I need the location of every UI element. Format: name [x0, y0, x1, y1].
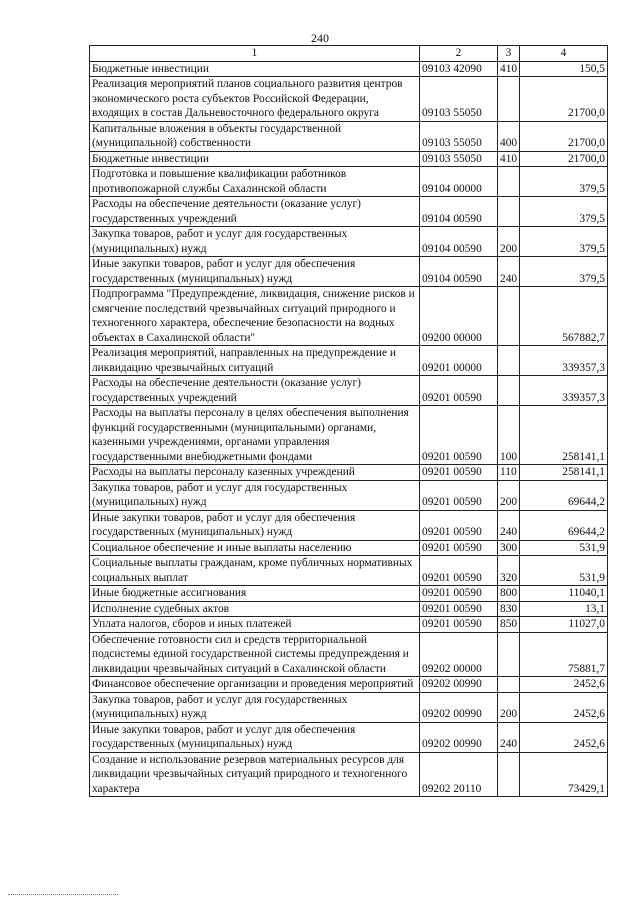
row-sum-cell: 379,5 — [520, 257, 608, 287]
row-name-cell: Обеспечение готовности сил и средств территориальной подсистемы единой государственной системы предупреждения и ликвидации чрезвычайных ситуаций в Сахалинской области — [90, 632, 420, 677]
row-name-cell: Расходы на обеспечение деятельности (оказание услуг) государственных учреждений — [90, 197, 420, 227]
row-type-cell: 200 — [498, 692, 520, 722]
row-sum-cell: 531,9 — [520, 556, 608, 586]
table-row — [90, 167, 608, 197]
table-row — [90, 227, 608, 257]
row-type-cell: 300 — [498, 540, 520, 556]
row-type-cell — [498, 197, 520, 227]
row-code-cell: 09103 55050 — [420, 151, 498, 167]
row-name-cell: Подготовка и повышение квалификации работников противопожарной службы Сахалинской области — [90, 167, 420, 197]
row-sum-cell: 531,9 — [520, 540, 608, 556]
row-code-cell: 09202 00990 — [420, 722, 498, 752]
row-type-cell: 240 — [498, 722, 520, 752]
row-name-cell: Капитальные вложения в объекты государственной (муниципальной) собственности — [90, 121, 420, 151]
row-sum-cell: 21700,0 — [520, 77, 608, 122]
table-row — [90, 586, 608, 602]
row-type-cell — [498, 346, 520, 376]
row-code-cell: 09201 00590 — [420, 556, 498, 586]
row-name-cell: Уплата налогов, сборов и иных платежей — [90, 617, 420, 633]
row-type-cell: 100 — [498, 406, 520, 465]
row-name-cell: Бюджетные инвестиции — [90, 61, 420, 77]
row-code-cell: 09202 00990 — [420, 677, 498, 693]
row-type-cell: 110 — [498, 465, 520, 481]
row-sum-cell: 11027,0 — [520, 617, 608, 633]
table-row — [90, 752, 608, 797]
row-code-cell: 09104 00590 — [420, 227, 498, 257]
row-code-cell: 09201 00590 — [420, 540, 498, 556]
row-sum-cell: 379,5 — [520, 167, 608, 197]
row-type-cell: 200 — [498, 227, 520, 257]
budget-table-body — [90, 46, 608, 797]
row-code-cell: 09104 00000 — [420, 167, 498, 197]
table-row — [90, 346, 608, 376]
row-type-cell: 240 — [498, 257, 520, 287]
row-name-cell: Иные закупки товаров, работ и услуг для обеспечения государственных (муниципальных) нужд — [90, 722, 420, 752]
row-code-cell: 09201 00590 — [420, 601, 498, 617]
row-sum-cell: 339357,3 — [520, 346, 608, 376]
table-row — [90, 692, 608, 722]
row-name-cell: Закупка товаров, работ и услуг для государственных (муниципальных) нужд — [90, 692, 420, 722]
table-row — [90, 77, 608, 122]
row-type-cell — [498, 77, 520, 122]
row-sum-cell: 379,5 — [520, 197, 608, 227]
row-sum-cell: 13,1 — [520, 601, 608, 617]
row-name-cell: Иные бюджетные ассигнования — [90, 586, 420, 602]
row-sum-cell: 2452,6 — [520, 692, 608, 722]
table-row — [90, 197, 608, 227]
row-type-cell: 400 — [498, 121, 520, 151]
table-row — [90, 480, 608, 510]
table-row — [90, 556, 608, 586]
row-name-cell: Иные закупки товаров, работ и услуг для обеспечения государственных (муниципальных) нужд — [90, 510, 420, 540]
row-type-cell — [498, 376, 520, 406]
row-code-cell: 09104 00590 — [420, 257, 498, 287]
table-row — [90, 510, 608, 540]
row-code-cell: 09103 55050 — [420, 77, 498, 122]
column-header-type: 3 — [498, 46, 520, 62]
row-name-cell: Финансовое обеспечение организации и проведения мероприятий — [90, 677, 420, 693]
row-type-cell — [498, 287, 520, 346]
row-name-cell: Социальное обеспечение и иные выплаты населению — [90, 540, 420, 556]
table-row — [90, 601, 608, 617]
row-name-cell: Расходы на выплаты персоналу казенных учреждений — [90, 465, 420, 481]
row-sum-cell: 2452,6 — [520, 677, 608, 693]
row-code-cell: 09201 00590 — [420, 465, 498, 481]
row-name-cell: Закупка товаров, работ и услуг для государственных (муниципальных) нужд — [90, 227, 420, 257]
table-row — [90, 376, 608, 406]
table-row — [90, 121, 608, 151]
table-row — [90, 677, 608, 693]
table-header-row — [90, 46, 608, 62]
row-code-cell: 09200 00000 — [420, 287, 498, 346]
table-row — [90, 257, 608, 287]
row-name-cell: Закупка товаров, работ и услуг для государственных (муниципальных) нужд — [90, 480, 420, 510]
row-name-cell: Иные закупки товаров, работ и услуг для обеспечения государственных (муниципальных) нужд — [90, 257, 420, 287]
table-row — [90, 406, 608, 465]
table-row — [90, 632, 608, 677]
table-row — [90, 617, 608, 633]
row-name-cell: Подпрограмма "Предупреждение, ликвидация, снижение рисков и смягчение последствий чрезвычайных ситуаций природного и техногенного характера, обеспечение безопасности на водных объектах в Сахалинской области" — [90, 287, 420, 346]
row-name-cell: Социальные выплаты гражданам, кроме публичных нормативных социальных выплат — [90, 556, 420, 586]
row-type-cell: 410 — [498, 151, 520, 167]
row-name-cell: Реализация мероприятий планов социального развития центров экономического роста субъектов Российской Федерации, входящих в состав Дальневосточного федерального округа — [90, 77, 420, 122]
row-name-cell: Расходы на обеспечение деятельности (оказание услуг) государственных учреждений — [90, 376, 420, 406]
row-code-cell: 09201 00590 — [420, 480, 498, 510]
table-row — [90, 287, 608, 346]
row-code-cell: 09202 20110 — [420, 752, 498, 797]
row-type-cell: 240 — [498, 510, 520, 540]
row-type-cell: 410 — [498, 61, 520, 77]
row-type-cell — [498, 167, 520, 197]
row-sum-cell: 258141,1 — [520, 406, 608, 465]
row-code-cell: 09201 00590 — [420, 406, 498, 465]
row-code-cell: 09103 55050 — [420, 121, 498, 151]
table-row — [90, 722, 608, 752]
row-name-cell: Реализация мероприятий, направленных на предупреждение и ликвидацию чрезвычайных ситуаций — [90, 346, 420, 376]
column-header-name: 1 — [90, 46, 420, 62]
row-code-cell: 09201 00590 — [420, 510, 498, 540]
row-type-cell — [498, 677, 520, 693]
row-name-cell: Расходы на выплаты персоналу в целях обеспечения выполнения функций государственными (муниципальными) органами, казенными учреждениями, органами управления государственными внебюджетными фондами — [90, 406, 420, 465]
row-sum-cell: 69644,2 — [520, 510, 608, 540]
row-type-cell: 800 — [498, 586, 520, 602]
row-type-cell: 200 — [498, 480, 520, 510]
page-number: 240 — [311, 31, 329, 45]
row-code-cell: 09202 00990 — [420, 692, 498, 722]
row-code-cell: 09201 00590 — [420, 586, 498, 602]
row-type-cell — [498, 752, 520, 797]
row-type-cell — [498, 632, 520, 677]
row-sum-cell: 21700,0 — [520, 151, 608, 167]
row-type-cell: 320 — [498, 556, 520, 586]
row-name-cell: Создание и использование резервов материальных ресурсов для ликвидации чрезвычайных ситуаций природного и техногенного характера — [90, 752, 420, 797]
column-header-code: 2 — [420, 46, 498, 62]
row-sum-cell: 150,5 — [520, 61, 608, 77]
row-name-cell: Исполнение судебных актов — [90, 601, 420, 617]
budget-table — [89, 45, 608, 797]
table-row — [90, 151, 608, 167]
column-header-sum: 4 — [520, 46, 608, 62]
row-code-cell: 09201 00590 — [420, 617, 498, 633]
table-row — [90, 465, 608, 481]
row-code-cell: 09202 00000 — [420, 632, 498, 677]
row-type-cell: 830 — [498, 601, 520, 617]
row-sum-cell: 2452,6 — [520, 722, 608, 752]
row-code-cell: 09104 00590 — [420, 197, 498, 227]
row-sum-cell: 69644,2 — [520, 480, 608, 510]
row-sum-cell: 73429,1 — [520, 752, 608, 797]
row-sum-cell: 339357,3 — [520, 376, 608, 406]
row-sum-cell: 258141,1 — [520, 465, 608, 481]
row-sum-cell: 567882,7 — [520, 287, 608, 346]
table-row — [90, 540, 608, 556]
row-sum-cell: 21700,0 — [520, 121, 608, 151]
row-sum-cell: 11040,1 — [520, 586, 608, 602]
row-type-cell: 850 — [498, 617, 520, 633]
scan-edge-mark — [8, 894, 118, 897]
row-code-cell: 09201 00000 — [420, 346, 498, 376]
table-row — [90, 61, 608, 77]
row-name-cell: Бюджетные инвестиции — [90, 151, 420, 167]
row-code-cell: 09201 00590 — [420, 376, 498, 406]
row-code-cell: 09103 42090 — [420, 61, 498, 77]
row-sum-cell: 75881,7 — [520, 632, 608, 677]
row-sum-cell: 379,5 — [520, 227, 608, 257]
